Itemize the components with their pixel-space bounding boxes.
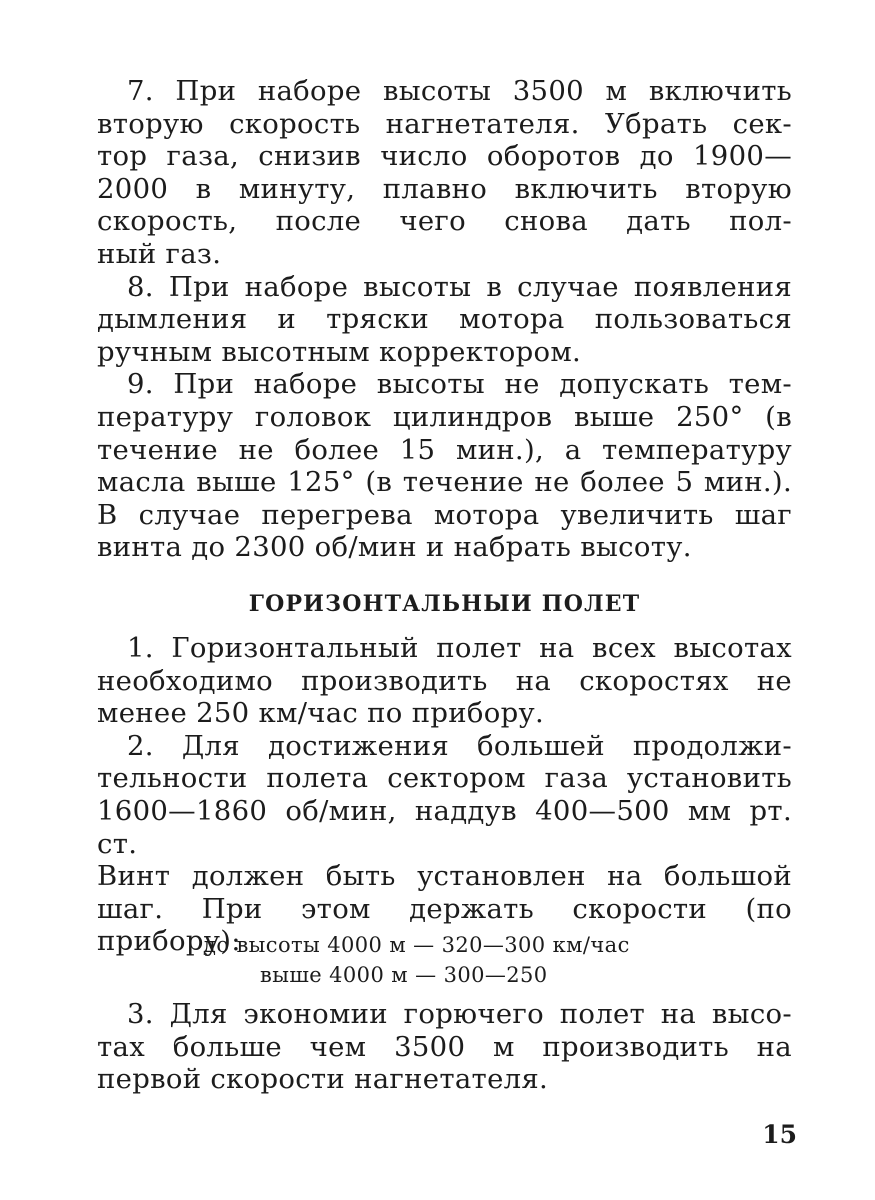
s2p2-line-3: 1600—1860 об/мин, наддув 400—500 мм рт. ст. xyxy=(97,794,792,860)
p7-line-1: 7. При наборе высоты 3500 м включить xyxy=(127,75,792,107)
s2p2-line-4: Винт должен быть установлен на большой xyxy=(97,860,792,893)
paragraph-2 xyxy=(97,730,792,926)
p9-line-5: В случае перегрева мотора увеличить шаг xyxy=(97,498,792,531)
s2p2-line-2: тельности полета сектором газа установить xyxy=(97,762,792,795)
s2p3-line-3: первой скорости нагнетателя. xyxy=(97,1063,549,1096)
section-heading: ГОРИЗОНТАЛЬНЫИ ПОЛЕТ xyxy=(248,591,641,617)
paragraph-3 xyxy=(97,998,792,1063)
p9-line-6-wrap xyxy=(97,531,792,564)
p7-line-2: вторую скорость нагнетателя. Убрать сек- xyxy=(97,107,792,140)
s2p1-line-2: необходимо производить на скоростях не xyxy=(97,664,792,697)
p9-line-2: пературу головок цилиндров выше 250° (в xyxy=(97,400,792,433)
s2p2-line-1: 2. Для достижения большей продолжи- xyxy=(127,729,792,762)
p8-line-3-wrap xyxy=(97,336,792,369)
speed-row-1: до высоты 4000 м — 320—300 км/час xyxy=(203,933,630,957)
paragraph-1 xyxy=(97,632,792,697)
p7-line-4: 2000 в минуту, плавно включить вторую xyxy=(97,172,792,205)
p9-line-3: течение не более 15 мин.), а температуру xyxy=(97,433,792,466)
p8-line-2: дымления и тряски мотора пользоваться xyxy=(97,303,792,336)
p9-line-4: масла выше 125° (в течение не более 5 мин.). xyxy=(97,466,792,499)
p9-line-6: винта до 2300 об/мин и набрать высоту. xyxy=(97,531,692,564)
section-economy xyxy=(97,998,792,1096)
s2p3-line-2: тах больше чем 3500 м производить на xyxy=(97,1030,792,1063)
p7-line-5: скорость, после чего снова дать пол- xyxy=(97,205,792,238)
paragraph-7 xyxy=(97,75,792,238)
p7-line-6-wrap xyxy=(97,238,792,271)
s2p3-line-3-wrap xyxy=(97,1063,792,1096)
paragraph-8 xyxy=(97,271,792,336)
section-level-flight xyxy=(97,632,792,958)
p8-line-1: 8. При наборе высоты в случае появления xyxy=(127,270,792,303)
p9-line-1: 9. При наборе высоты не допускать тем- xyxy=(127,368,792,401)
page-number: 15 xyxy=(762,1120,797,1149)
section-climb xyxy=(97,75,792,564)
paragraph-9 xyxy=(97,368,792,531)
s2p1-line-3-wrap xyxy=(97,697,792,730)
speed-row-2: выше 4000 м — 300—250 xyxy=(260,963,548,987)
p7-line-6: ный газ. xyxy=(97,237,222,270)
s2p2-line-5: шаг. При этом держать скорости (по xyxy=(97,892,792,925)
s2p3-line-1: 3. Для экономии горючего полет на высо- xyxy=(127,998,792,1030)
s2p1-line-1: 1. Горизонтальный полет на всех высотах xyxy=(127,632,792,664)
p8-line-3: ручным высотным корректором. xyxy=(97,335,582,368)
s2p1-line-3: менее 250 км/час по прибору. xyxy=(97,697,545,730)
p7-line-3: тор газа, снизив число оборотов до 1900— xyxy=(97,140,792,173)
s2p2-line-6: прибору): xyxy=(97,925,241,958)
